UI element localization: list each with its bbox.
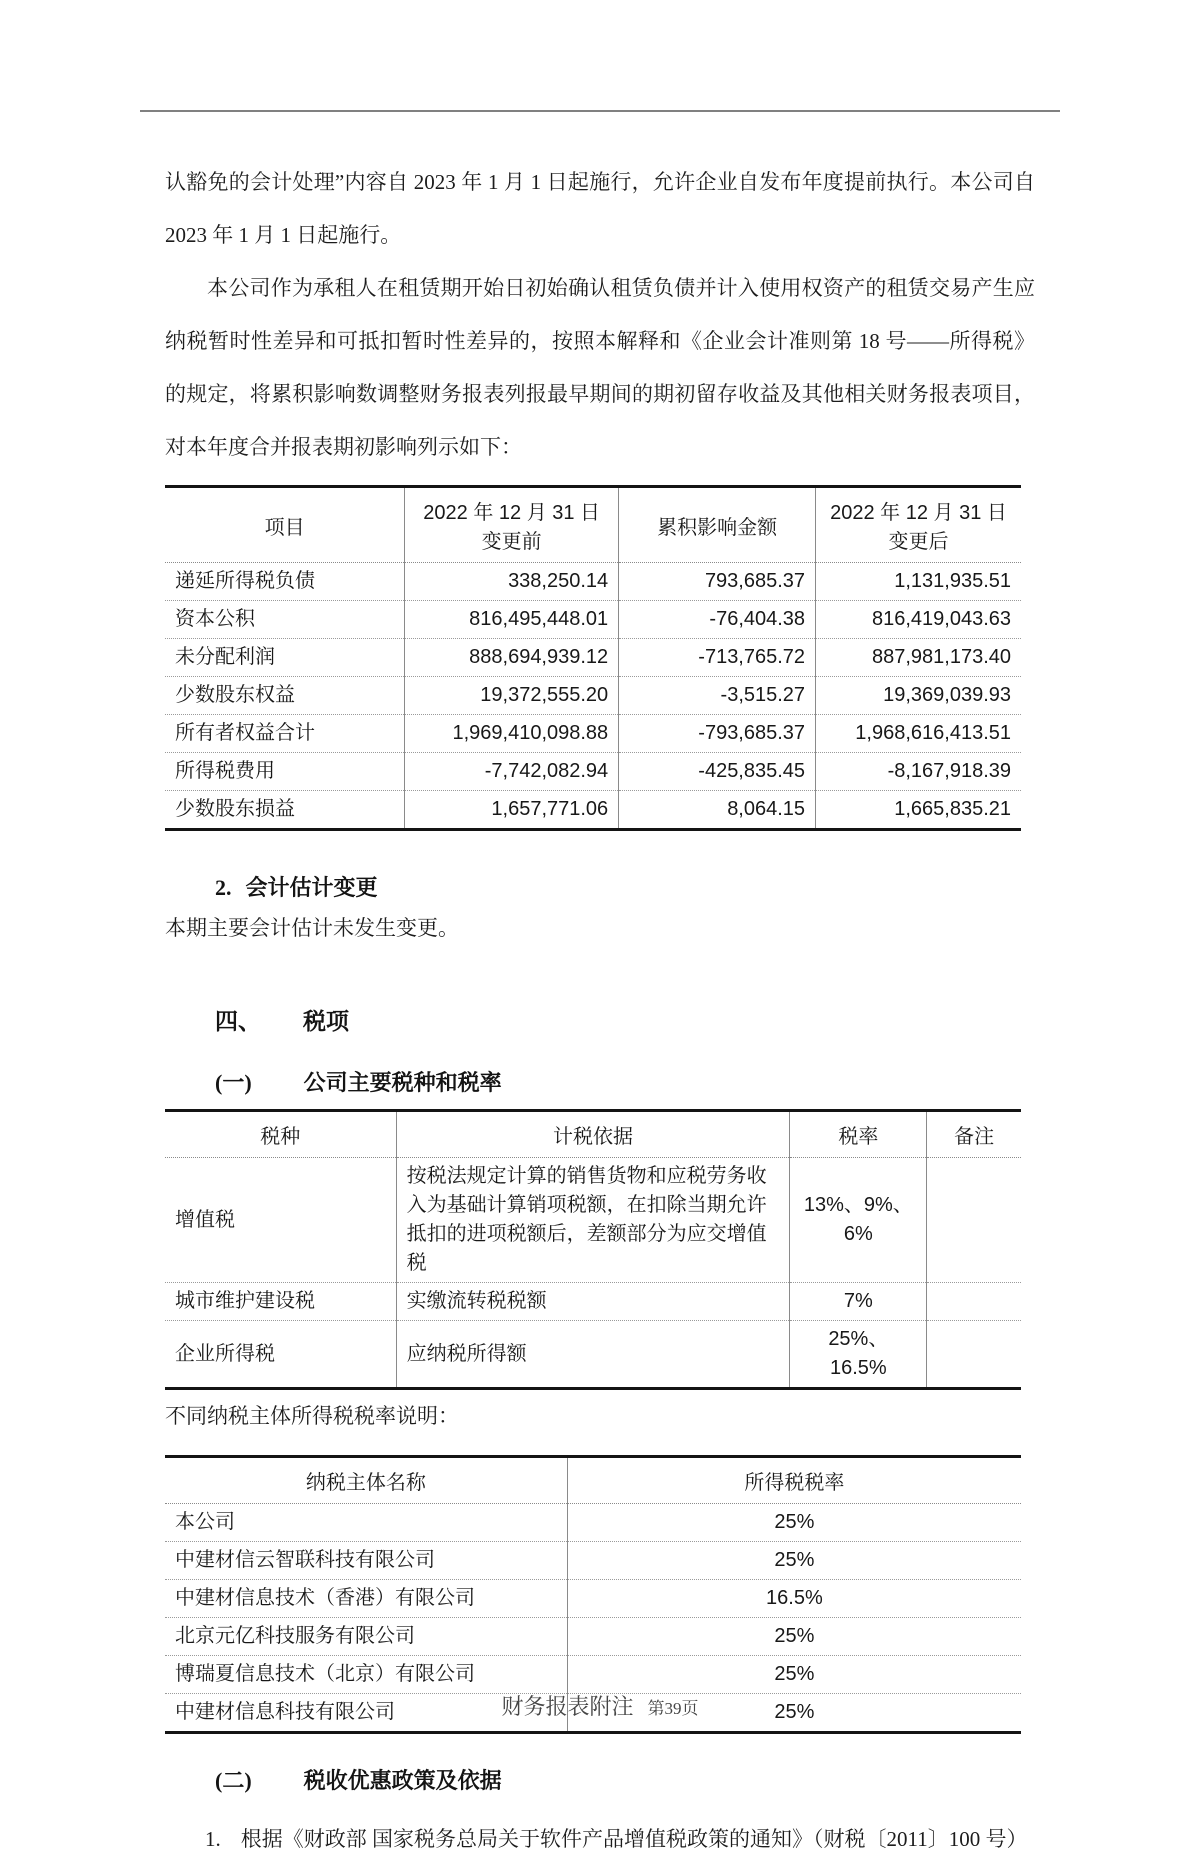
list-item-number: 1.: [205, 1827, 221, 1852]
table-cell: 实缴流转税税额: [396, 1283, 790, 1321]
restatement-table-header: [165, 487, 1021, 563]
table-cell: 1,657,771.06: [405, 791, 619, 830]
table-header-cell: 2022 年 12 月 31 日变更后: [816, 487, 1021, 563]
table-row: [165, 791, 1021, 830]
table-cell: 应纳税所得额: [396, 1321, 790, 1389]
table-cell: 816,419,043.63: [816, 601, 1021, 639]
table-row: [165, 753, 1021, 791]
heading-number: 四、: [215, 1009, 261, 1035]
table-cell: 7%: [790, 1283, 927, 1321]
table-cell: 中建材信息科技有限公司: [165, 1694, 567, 1733]
table-cell: 816,495,448.01: [405, 601, 619, 639]
table-cell: [927, 1158, 1021, 1283]
footer-page-number: 第39页: [647, 1699, 699, 1718]
table-cell: 25%: [567, 1542, 1021, 1580]
table-cell: 16.5%: [567, 1580, 1021, 1618]
heading-section-tax: [215, 1003, 1035, 1036]
table-cell: 本公司: [175, 1511, 235, 1534]
table-cell: 少数股东损益: [165, 791, 405, 830]
table-cell: 未分配利润: [165, 639, 405, 677]
table-cell: 25%: [567, 1656, 1021, 1694]
table-header-cell: 项目: [165, 487, 405, 563]
table-cell: 887,981,173.40: [816, 639, 1021, 677]
table-cell: 1,665,835.21: [816, 791, 1021, 830]
estimate-change-body: 本期主要会计估计未发生变更。: [165, 916, 459, 941]
paragraph-lease-restatement: 本公司作为承租人在租赁期开始日初始确认租赁负债并计入使用权资产的租赁交易产生应纳税暂时性差异和可抵扣暂时性差异的，按照本解释和《企业会计准则第 18 号——所得税》的规定，将累积影响数调整财务报表列报最早期间的期初留存收益及其他相关财务报表项目，对本年度合并报表期初影响列示如下：: [165, 275, 1035, 459]
heading-main-taxes: [215, 1066, 1035, 1097]
table-header-cell: 累积影响金额: [619, 487, 816, 563]
list-item-text: 根据《财政部 国家税务总局关于软件产品增值税政策的通知》（财税〔2011〕100 号）: [240, 1827, 1028, 1852]
table-cell: 25%、16.5%: [790, 1321, 927, 1389]
table-row: [165, 677, 1021, 715]
policy-item-1: [205, 1823, 1035, 1853]
table-cell: 1,968,616,413.51: [816, 715, 1021, 753]
table-cell: 增值税: [175, 1208, 235, 1231]
table-row: [165, 715, 1021, 753]
heading-accounting-estimate-change: [215, 871, 1035, 902]
table-cell: -425,835.45: [619, 753, 816, 791]
tax-rate-table-header: [165, 1111, 1021, 1158]
heading-title: 税项: [303, 1009, 349, 1035]
table-row: [165, 1656, 1021, 1694]
table-cell: 递延所得税负债: [175, 570, 315, 593]
entity-tax-rate-table-header: [165, 1457, 1021, 1504]
footer-title: 财务报表附注: [501, 1694, 634, 1719]
tax-rate-table: [165, 1109, 1021, 1390]
table-cell: 博瑞夏信息技术（北京）有限公司: [165, 1656, 567, 1694]
table-row: [165, 1321, 1021, 1389]
table-cell: 793,685.37: [619, 563, 816, 601]
table-cell: 1,131,935.51: [816, 563, 1021, 601]
table-row: [165, 639, 1021, 677]
heading-number: (二): [215, 1768, 252, 1794]
table-cell: -7,742,082.94: [405, 753, 619, 791]
table-row: [165, 1542, 1021, 1580]
rate-note: 不同纳税主体所得税税率说明：: [165, 1404, 459, 1429]
table-cell: 城市维护建设税: [165, 1283, 396, 1321]
table-cell: -8,167,918.39: [816, 753, 1021, 791]
table-cell: 所有者权益合计: [165, 715, 405, 753]
table-cell: 25%: [567, 1504, 1021, 1542]
heading-title: 税收优惠政策及依据: [303, 1768, 502, 1794]
table-header-cell: 备注: [927, 1111, 1021, 1158]
table-row: [165, 1618, 1021, 1656]
table-cell: 25%: [567, 1618, 1021, 1656]
table-cell: 少数股东权益: [165, 677, 405, 715]
table-header-cell: 2022 年 12 月 31 日变更前: [405, 487, 619, 563]
document-body: [0, 156, 1200, 1853]
table-cell: 25%: [567, 1694, 1021, 1733]
table-header-cell: 税率: [790, 1111, 927, 1158]
table-cell: 所得税费用: [165, 753, 405, 791]
restatement-table: [165, 485, 1021, 831]
paragraph-continuation: 认豁免的会计处理”内容自 2023 年 1 月 1 日起施行，允许企业自发布年度提前执行。本公司自 2023 年 1 月 1 日起施行。: [165, 170, 1035, 247]
table-row: [165, 563, 1021, 601]
heading-title: 会计估计变更: [245, 875, 378, 901]
table-header-cell: 计税依据: [396, 1111, 790, 1158]
heading-number: (一): [215, 1070, 252, 1096]
table-header-cell: 纳税主体名称: [165, 1457, 567, 1504]
table-cell: 中建材信云智联科技有限公司: [165, 1542, 567, 1580]
heading-tax-preferential: [215, 1764, 1035, 1795]
page-footer: [0, 1690, 1200, 1721]
table-cell: -76,404.38: [619, 601, 816, 639]
table-row: [165, 1580, 1021, 1618]
table-header-cell: 税种: [165, 1111, 396, 1158]
table-cell: [927, 1321, 1021, 1389]
table-cell: 企业所得税: [165, 1321, 396, 1389]
table-row: [165, 1158, 1021, 1283]
table-cell: 资本公积: [165, 601, 405, 639]
heading-title: 公司主要税种和税率: [303, 1070, 502, 1096]
table-cell: 888,694,939.12: [405, 639, 619, 677]
table-cell: 8,064.15: [619, 791, 816, 830]
table-cell: 按税法规定计算的销售货物和应税劳务收入为基础计算销项税额，在扣除当期允许抵扣的进项税额后，差额部分为应交增值税: [396, 1158, 790, 1283]
heading-number: 2.: [215, 875, 232, 901]
table-cell: 19,372,555.20: [405, 677, 619, 715]
table-cell: -713,765.72: [619, 639, 816, 677]
table-cell: 中建材信息技术（香港）有限公司: [165, 1580, 567, 1618]
table-header-cell: 所得税税率: [567, 1457, 1021, 1504]
table-cell: 19,369,039.93: [816, 677, 1021, 715]
table-cell: 13%、9%、6%: [790, 1158, 927, 1283]
table-cell: [927, 1283, 1021, 1321]
page-header-rule: [140, 110, 1060, 112]
table-cell: 1,969,410,098.88: [405, 715, 619, 753]
table-row: [165, 1504, 1021, 1542]
table-row: [165, 1283, 1021, 1321]
table-cell: -793,685.37: [619, 715, 816, 753]
table-cell: -3,515.27: [619, 677, 816, 715]
table-row: [165, 601, 1021, 639]
table-cell: 北京元亿科技服务有限公司: [165, 1618, 567, 1656]
table-cell: 338,250.14: [405, 563, 619, 601]
